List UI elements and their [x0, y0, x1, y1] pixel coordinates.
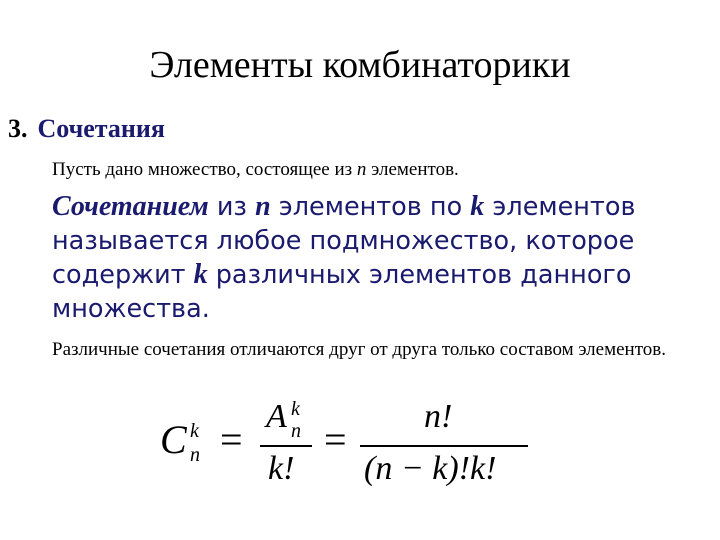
formula-equals-1: =	[220, 417, 243, 462]
intro-text-post: элементов.	[366, 159, 459, 180]
formula-A: A	[266, 398, 287, 435]
formula-equals-2: =	[324, 417, 347, 462]
section-name: Сочетания	[37, 114, 165, 143]
definition-var-n: n	[255, 191, 271, 222]
section-number: 3.	[8, 114, 28, 143]
section-heading	[8, 114, 165, 144]
intro-paragraph	[52, 158, 459, 182]
formula-denominator-2: (n − k)!k!	[364, 450, 497, 487]
definition-text-1: из	[208, 192, 256, 222]
slide-title: Элементы комбинаторики	[149, 44, 571, 86]
definition-text-3: элементов называется любое подмножество, которое содержит	[52, 192, 636, 290]
definition-var-k2: k	[193, 259, 208, 290]
intro-var-n: n	[356, 159, 367, 180]
definition-paragraph	[52, 190, 692, 326]
formula-numerator-2: n!	[424, 398, 453, 435]
formula-C-sub-n: n	[190, 444, 200, 466]
definition-text-2: элементов по	[270, 192, 471, 222]
fraction-line-1	[260, 445, 312, 447]
formula-A-sub-n: n	[291, 420, 301, 442]
definition-term: Сочетанием	[52, 191, 209, 222]
definition-text-4: различных элементов данного множества.	[52, 260, 632, 324]
note-paragraph: Различные сочетания отличаются друг от друга только составом элементов.	[52, 339, 666, 360]
formula-C: C	[160, 417, 187, 462]
fraction-line-2	[360, 445, 528, 447]
formula-A-sup-k: k	[291, 398, 300, 420]
definition-var-k: k	[470, 191, 485, 222]
formula-C-sup-k: k	[190, 420, 199, 442]
combination-formula	[160, 398, 540, 498]
formula-denominator-1: k!	[268, 450, 295, 487]
intro-text-pre: Пусть дано множество, состоящее из	[52, 159, 357, 180]
